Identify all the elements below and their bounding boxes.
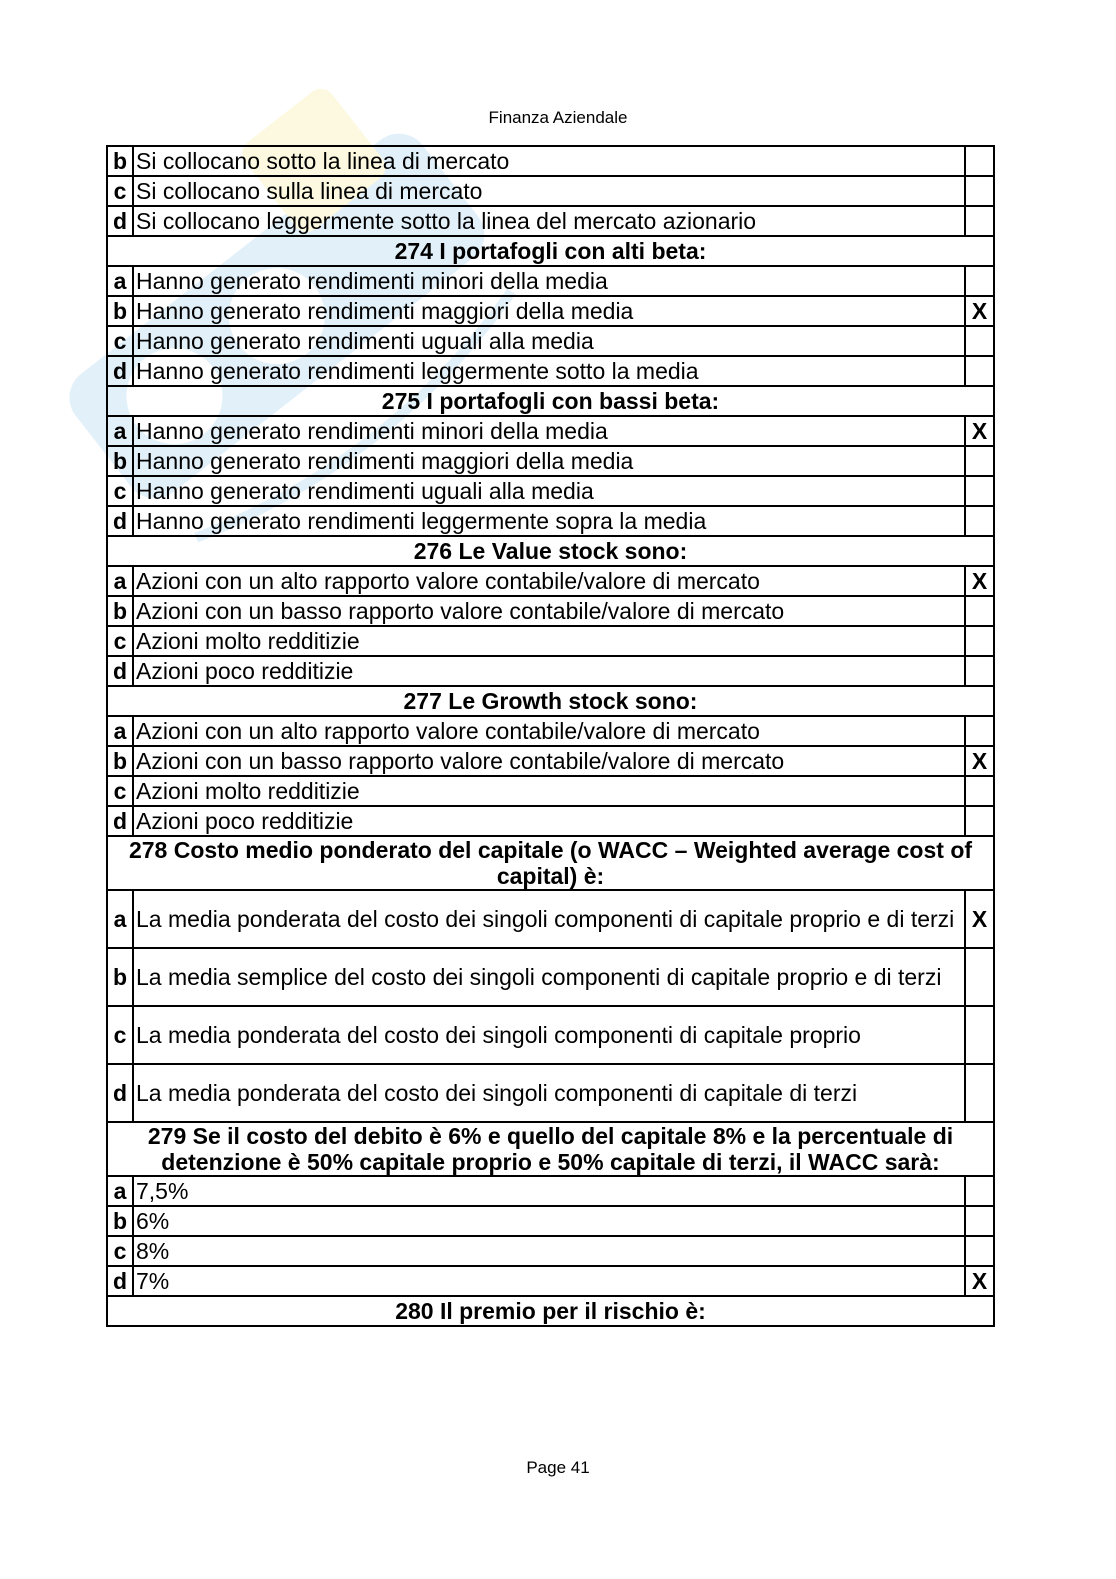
option-text: Azioni con un basso rapporto valore contabile/valore di mercato [133, 746, 965, 776]
option-letter: c [107, 776, 133, 806]
answer-mark: X [965, 416, 994, 446]
option-row [107, 326, 994, 356]
option-row [107, 746, 994, 776]
question-row [107, 686, 994, 716]
answer-mark: X [965, 296, 994, 326]
answer-mark [965, 206, 994, 236]
option-text: Hanno generato rendimenti minori della media [133, 416, 965, 446]
option-text: Azioni con un alto rapporto valore contabile/valore di mercato [133, 716, 965, 746]
option-text: 8% [133, 1236, 965, 1266]
option-letter: a [107, 566, 133, 596]
option-letter: b [107, 146, 133, 176]
answer-mark [965, 626, 994, 656]
option-text: Azioni con un alto rapporto valore contabile/valore di mercato [133, 566, 965, 596]
answer-mark [965, 1206, 994, 1236]
option-letter: b [107, 596, 133, 626]
option-row [107, 446, 994, 476]
question-title: 276 Le Value stock sono: [107, 536, 994, 566]
option-text: Hanno generato rendimenti uguali alla media [133, 476, 965, 506]
option-letter: b [107, 746, 133, 776]
answer-mark [965, 806, 994, 836]
option-letter: d [107, 356, 133, 386]
option-row [107, 806, 994, 836]
option-letter: d [107, 806, 133, 836]
option-letter: d [107, 206, 133, 236]
option-letter: d [107, 506, 133, 536]
option-text: 6% [133, 1206, 965, 1236]
option-row [107, 656, 994, 686]
answer-mark [965, 656, 994, 686]
answer-mark [965, 1236, 994, 1266]
question-row [107, 536, 994, 566]
option-text: Si collocano sulla linea di mercato [133, 176, 965, 206]
option-letter: b [107, 1206, 133, 1236]
option-text: La media ponderata del costo dei singoli componenti di capitale proprio e di terzi [133, 890, 965, 948]
question-title: 278 Costo medio ponderato del capitale (o WACC – Weighted average cost of capital) è: [107, 836, 994, 890]
answer-mark [965, 176, 994, 206]
answer-mark [965, 1064, 994, 1122]
option-row [107, 146, 994, 176]
option-text: Azioni con un basso rapporto valore contabile/valore di mercato [133, 596, 965, 626]
answer-mark [965, 716, 994, 746]
option-text: 7,5% [133, 1176, 965, 1206]
question-title: 280 Il premio per il rischio è: [107, 1296, 994, 1326]
answer-mark: X [965, 566, 994, 596]
answer-mark [965, 356, 994, 386]
option-row [107, 1176, 994, 1206]
option-letter: b [107, 948, 133, 1006]
answer-mark [965, 146, 994, 176]
question-title: 277 Le Growth stock sono: [107, 686, 994, 716]
option-row [107, 716, 994, 746]
answer-mark [965, 776, 994, 806]
option-row [107, 476, 994, 506]
option-letter: a [107, 1176, 133, 1206]
option-letter: d [107, 1064, 133, 1122]
option-letter: a [107, 416, 133, 446]
option-row [107, 296, 994, 326]
option-row [107, 1236, 994, 1266]
option-letter: a [107, 716, 133, 746]
option-letter: b [107, 446, 133, 476]
quiz-table [106, 145, 995, 1327]
option-text: Hanno generato rendimenti maggiori della media [133, 296, 965, 326]
question-title: 274 I portafogli con alti beta: [107, 236, 994, 266]
option-text: La media ponderata del costo dei singoli componenti di capitale proprio [133, 1006, 965, 1064]
answer-mark: X [965, 1266, 994, 1296]
answer-mark: X [965, 890, 994, 948]
option-text: Hanno generato rendimenti minori della media [133, 266, 965, 296]
option-text: 7% [133, 1266, 965, 1296]
page-number: Page 41 [526, 1458, 590, 1477]
option-letter: c [107, 1006, 133, 1064]
question-row [107, 236, 994, 266]
option-row [107, 266, 994, 296]
page-header: Finanza Aziendale [488, 108, 628, 127]
option-row [107, 176, 994, 206]
option-letter: a [107, 890, 133, 948]
question-title: 279 Se il costo del debito è 6% e quello del capitale 8% e la percentuale di detenzione è 50% capitale proprio e 50% capitale di terzi, il WACC sarà: [107, 1122, 994, 1176]
option-letter: c [107, 1236, 133, 1266]
option-row [107, 566, 994, 596]
option-row [107, 626, 994, 656]
option-letter: a [107, 266, 133, 296]
option-text: Si collocano sotto la linea di mercato [133, 146, 965, 176]
option-row [107, 506, 994, 536]
question-row [107, 1122, 994, 1176]
option-row [107, 890, 994, 948]
option-text: Azioni molto redditizie [133, 626, 965, 656]
option-text: Si collocano leggermente sotto la linea del mercato azionario [133, 206, 965, 236]
answer-mark: X [965, 746, 994, 776]
option-text: Hanno generato rendimenti leggermente sopra la media [133, 506, 965, 536]
option-text: Hanno generato rendimenti uguali alla media [133, 326, 965, 356]
option-row [107, 1064, 994, 1122]
option-text: Azioni poco redditizie [133, 656, 965, 686]
option-row [107, 416, 994, 446]
answer-mark [965, 476, 994, 506]
option-letter: b [107, 296, 133, 326]
answer-mark [965, 266, 994, 296]
question-row [107, 836, 994, 890]
option-row [107, 1266, 994, 1296]
answer-mark [965, 1006, 994, 1064]
option-row [107, 356, 994, 386]
option-text: Hanno generato rendimenti maggiori della media [133, 446, 965, 476]
option-row [107, 206, 994, 236]
question-row [107, 1296, 994, 1326]
option-letter: c [107, 626, 133, 656]
answer-mark [965, 1176, 994, 1206]
answer-mark [965, 596, 994, 626]
option-text: La media ponderata del costo dei singoli componenti di capitale di terzi [133, 1064, 965, 1122]
option-text: La media semplice del costo dei singoli componenti di capitale proprio e di terzi [133, 948, 965, 1006]
question-title: 275 I portafogli con bassi beta: [107, 386, 994, 416]
answer-mark [965, 446, 994, 476]
option-letter: c [107, 476, 133, 506]
option-letter: d [107, 656, 133, 686]
answer-mark [965, 506, 994, 536]
option-row [107, 776, 994, 806]
question-row [107, 386, 994, 416]
option-row [107, 948, 994, 1006]
option-text: Hanno generato rendimenti leggermente sotto la media [133, 356, 965, 386]
option-letter: c [107, 326, 133, 356]
option-row [107, 596, 994, 626]
option-text: Azioni molto redditizie [133, 776, 965, 806]
answer-mark [965, 948, 994, 1006]
option-letter: c [107, 176, 133, 206]
option-text: Azioni poco redditizie [133, 806, 965, 836]
answer-mark [965, 326, 994, 356]
option-row [107, 1206, 994, 1236]
option-letter: d [107, 1266, 133, 1296]
option-row [107, 1006, 994, 1064]
